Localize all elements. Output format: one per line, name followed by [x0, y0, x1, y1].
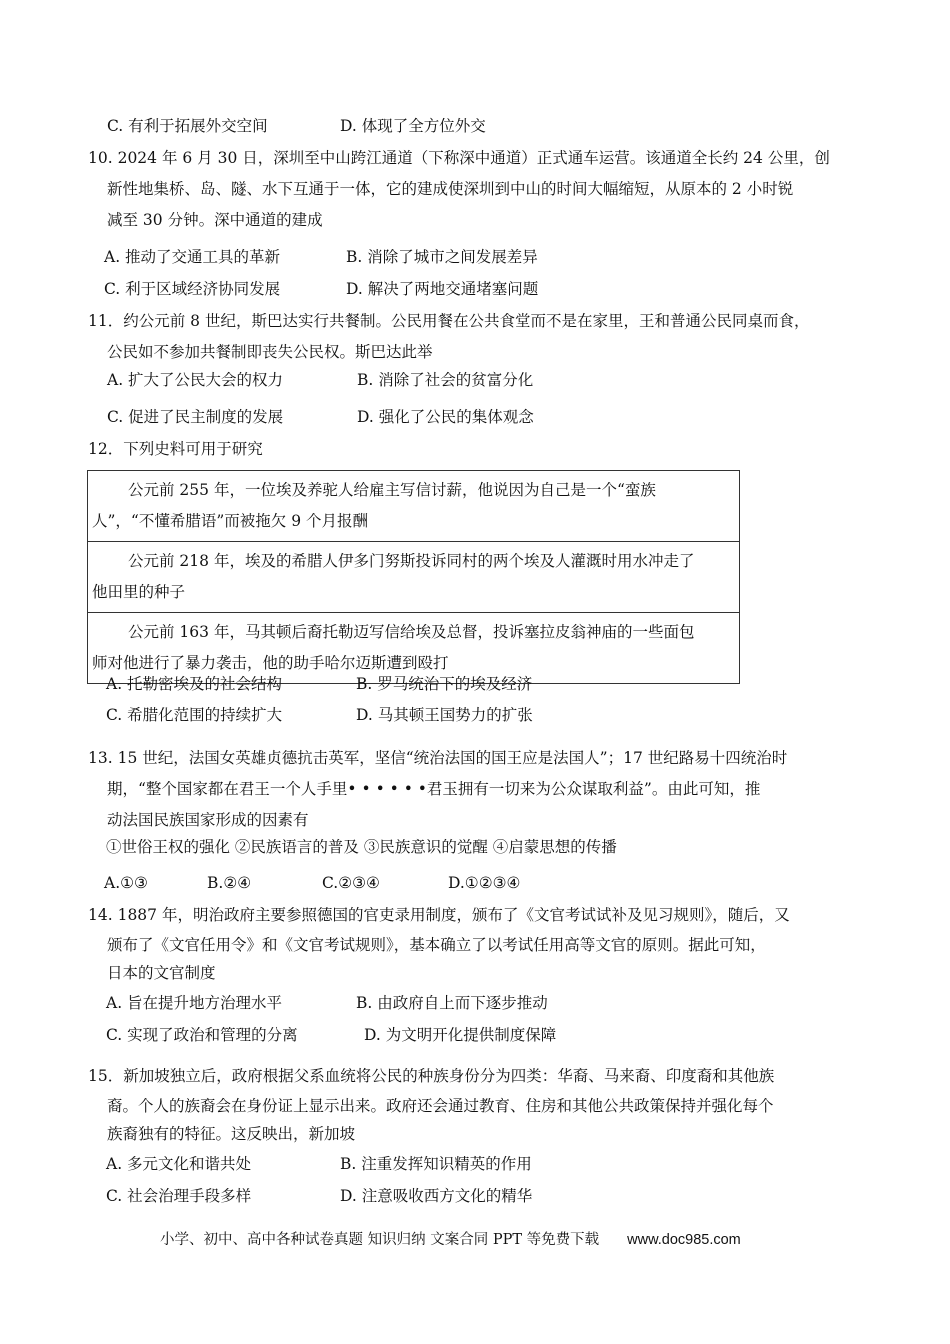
q13-option-b: B.②④ — [207, 874, 252, 892]
q15-stem-line-3: 族裔独有的特征。这反映出，新加坡 — [107, 1125, 356, 1143]
source-material-table — [87, 470, 740, 684]
q13-statement-items: ①世俗王权的强化 ②民族语言的普及 ③民族意识的觉醒 ④启蒙思想的传播 — [106, 838, 617, 856]
footer-url[interactable]: www.doc985.com — [627, 1232, 741, 1248]
q15-stem-line-2: 裔。个人的族裔会在身份证上显示出来。政府还会通过教育、住房和其他公共政策保持并强化每个 — [107, 1097, 774, 1115]
q15-option-d: D. 注意吸收西方文化的精华 — [340, 1187, 533, 1205]
q14-stem-line-1: 14. 1887 年，明治政府主要参照德国的官吏录用制度，颁布了《文官考试试补及见习规则》，随后，又 — [88, 906, 790, 924]
q12-stem: 12．下列史料可用于研究 — [88, 440, 263, 458]
q14-option-a: A. 旨在提升地方治理水平 — [106, 994, 283, 1012]
q13-option-d: D.①②③④ — [448, 874, 521, 892]
table-cell: 公元前 255 年，一位埃及养驼人给雇主写信讨薪，他说因为自己是一个“蛮族 人”，“不懂希腊语”而被拖欠 9 个月报酬 — [88, 471, 740, 542]
q15-option-c: C. 社会治理手段多样 — [106, 1187, 252, 1205]
q14-option-d: D. 为文明开化提供制度保障 — [364, 1026, 557, 1044]
q15-stem-line-1: 15．新加坡独立后，政府根据父系血统将公民的种族身份分为四类：华裔、马来裔、印度裔和其他族 — [88, 1067, 775, 1085]
q9-option-c: C. 有利于拓展外交空间 — [107, 117, 268, 135]
table-row — [88, 542, 740, 613]
table-cell: 公元前 218 年，埃及的希腊人伊多门努斯投诉同村的两个埃及人灌溉时用水冲走了 他田里的种子 — [88, 542, 740, 613]
q11-option-b: B. 消除了社会的贫富分化 — [357, 371, 534, 389]
q10-option-c: C. 利于区域经济协同发展 — [104, 280, 281, 298]
q10-option-d: D. 解决了两地交通堵塞问题 — [346, 280, 539, 298]
q14-option-c: C. 实现了政治和管理的分离 — [106, 1026, 298, 1044]
q11-option-c: C. 促进了民主制度的发展 — [107, 408, 284, 426]
q14-stem-line-3: 日本的文官制度 — [107, 964, 216, 982]
q11-stem-line-1: 11．约公元前 8 世纪，斯巴达实行共餐制。公民用餐在公共食堂而不是在家里，王和普通公民同桌而食， — [88, 312, 810, 330]
q15-option-b: B. 注重发挥知识精英的作用 — [340, 1155, 532, 1173]
q13-stem-line-1: 13. 15 世纪，法国女英雄贞德抗击英军，坚信“统治法国的国王应是法国人”；17 世纪路易十四统治时 — [88, 749, 788, 767]
q10-option-b: B. 消除了城市之间发展差异 — [346, 248, 538, 266]
q15-option-a: A. 多元文化和谐共处 — [106, 1155, 252, 1173]
q13-stem-line-2: 期，“整个国家都在君王一个人手里• • • • • •君玉拥有一切来为公众谋取利益”。由此可知，推 — [107, 780, 761, 798]
q10-stem-line-1: 10. 2024 年 6 月 30 日，深圳至中山跨江通道（下称深中通道）正式通车运营。该通道全长约 24 公里，创 — [88, 149, 830, 167]
q10-option-a: A. 推动了交通工具的革新 — [104, 248, 281, 266]
table-cell: 公元前 163 年，马其顿后裔托勒迈写信给埃及总督，投诉塞拉皮翁神庙的一些面包 师对他进行了暴力袭击，他的助手哈尔迈斯遭到殴打 — [88, 613, 740, 684]
q14-option-b: B. 由政府自上而下逐步推动 — [356, 994, 548, 1012]
q14-stem-line-2: 颁布了《文官任用令》和《文官考试规则》，基本确立了以考试任用高等文官的原则。据此可知， — [107, 936, 766, 954]
q9-option-d: D. 体现了全方位外交 — [340, 117, 486, 135]
q10-stem-line-2: 新性地集桥、岛、隧、水下互通于一体，它的建成使深圳到中山的时间大幅缩短，从原本的 2 小时锐 — [107, 180, 794, 198]
q12-option-c: C. 希腊化范围的持续扩大 — [106, 706, 283, 724]
q13-stem-line-3: 动法国民族国家形成的因素有 — [107, 811, 309, 829]
q12-option-d: D. 马其顿王国势力的扩张 — [356, 706, 533, 724]
q12-option-a: A. 托勒密埃及的社会结构 — [106, 675, 283, 693]
footer-text: 小学、初中、高中各种试卷真题 知识归纳 文案合同 PPT 等免费下载 — [160, 1232, 600, 1248]
q11-stem-line-2: 公民如不参加共餐制即丧失公民权。斯巴达此举 — [107, 343, 433, 361]
q13-option-a: A.①③ — [104, 874, 148, 892]
page-footer — [160, 1229, 741, 1251]
q11-option-d: D. 强化了公民的集体观念 — [357, 408, 534, 426]
q10-stem-line-3: 减至 30 分钟。深中通道的建成 — [107, 211, 323, 229]
q11-option-a: A. 扩大了公民大会的权力 — [107, 371, 284, 389]
q13-option-c: C.②③④ — [322, 874, 380, 892]
q12-option-b: B. 罗马统治下的埃及经济 — [356, 675, 533, 693]
table-row — [88, 471, 740, 542]
